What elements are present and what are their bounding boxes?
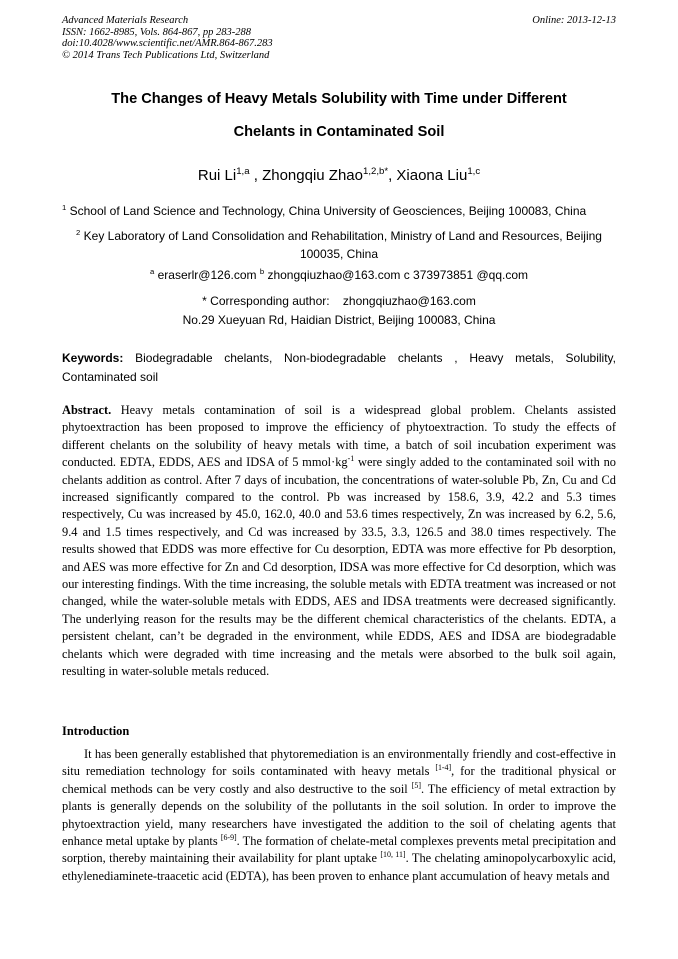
keywords-label: Keywords:: [62, 351, 124, 365]
author-separator: ,: [249, 167, 263, 184]
abstract-section: [62, 402, 616, 681]
abstract-label: Abstract.: [62, 403, 112, 417]
introduction-text: . The efficiency of metal extraction by plants is generally depends on the solubility of the pollutants in the soil solution. In order to improve the phytoextraction yield, many researchers have investigated the addition to the soil of chelating agents that enhance metal uptake by plants: [62, 781, 616, 849]
affiliation-2: [62, 227, 616, 263]
citation: [1-4]: [435, 763, 452, 773]
keywords-section: [62, 349, 616, 387]
journal-header: [62, 15, 273, 61]
affiliation-number: 2: [76, 228, 81, 237]
paper-title-line-2: Chelants in Contaminated Soil: [233, 124, 445, 140]
unit-exponent: -1: [347, 454, 355, 464]
introduction-text: . The formation of chelate-metal complexes prevents metal precipitation and sorption, thereby maintaining their availability for plant uptake: [62, 834, 616, 866]
abstract-text: Heavy metals contamination of soil is a widespread global problem. Chelants assisted phytoextraction has been proposed to improve the efficiency of phytoextraction. To study the effects of different chelants on the solubility of heavy metals with time, a batch of soil incubation experiment was conducted. EDTA, EDDS, AES and IDSA of 5 mmol·kg: [62, 403, 616, 470]
doi-line: doi:10.4028/www.scientific.net/AMR.864-867.283: [62, 38, 273, 49]
author-affiliation-mark: 1,c: [467, 166, 481, 177]
introduction-paragraph: [62, 746, 616, 885]
journal-name: Advanced Materials Research: [62, 15, 189, 26]
author-separator: ,: [388, 167, 397, 184]
introduction-heading: Introduction: [62, 724, 130, 738]
abstract-text: were singly added to the contaminated soil with no chelants addition as control. After 7 days of incubation, the concentrations of water-soluble Pb, Zn, Cu and Cd increased significantly compared to the control. Pb was increased by 158.6, 3.9, 42.2 and 5.3 times respectively, Cu was increased by 45.0, 162.0, 40.0 and 53.6 times respectively, Zn was increased by 6.2, 5.6, 9.4 and 1.5 times respectively, and Cd was increased by 33.5, 3.3, 126.5 and 38.0 times respectively. The results showed that EDDS was more effective for Cu desorption, EDTA was more effective for Pb desorption, and AES was more effective for Zn and Cd desorption, IDSA was more effective for Cd desorption, which was our interesting findings. With the time increasing, the soluble metals with EDTA treatment was increased or not changed, while the water-soluble metals with EDDS, AES and IDSA treatments were decreased significantly. The underlying reason for the results may be the different chemical characteristics of the chelants. EDTA, a persistent chelant, can’t be degraded in the environment, while EDDS, AES and IDSA are biodegradable chelants which were degraded with time increasing and the metals were absorbed to the bulk soil again, resulting in water-soluble metals reduced.: [62, 455, 616, 679]
copyright-line: © 2014 Trans Tech Publications Ltd, Switzerland: [62, 49, 270, 61]
paper-title-line-1: The Changes of Heavy Metals Solubility with Time under Different: [111, 91, 567, 107]
affiliation-text: School of Land Science and Technology, China University of Geosciences, Beijing 100083, China: [69, 204, 587, 218]
author-affiliation-mark: 1,a: [236, 166, 250, 177]
email-text: eraserlr@126.com: [157, 268, 260, 282]
keywords-text: Biodegradable chelants, Non-biodegradable chelants , Heavy metals, Solubility, Contaminated soil: [62, 351, 616, 384]
affiliation-text: Key Laboratory of Land Consolidation and Rehabilitation, Ministry of Land and Resources, Beijing 100035, China: [83, 229, 602, 261]
introduction-text: It has been generally established that phytoremediation is an environmentally friendly and cost-effective in situ remediation technology for soils contaminated with heavy metals: [62, 747, 616, 779]
author-list: [62, 167, 616, 184]
author-affiliation-mark: 1,2,b*: [362, 166, 389, 177]
affiliation-number: 1: [62, 203, 67, 212]
citation: [10, 11]: [380, 850, 406, 860]
corresponding-author: * Corresponding author: zhongqiuzhao@163.com: [202, 294, 476, 308]
email-mark: a: [149, 267, 155, 276]
author-name: Rui Li: [197, 167, 237, 184]
issn-line: ISSN: 1662-8985, Vols. 864-867, pp 283-288: [62, 26, 251, 38]
affiliation-1: [62, 202, 616, 220]
author-emails: [62, 266, 616, 284]
author-name: Zhongqiu Zhao: [262, 167, 363, 184]
citation: [5]: [411, 780, 421, 790]
online-date: Online: 2013-12-13: [532, 15, 616, 26]
citation: [6-9]: [220, 832, 237, 842]
email-text: zhongqiuzhao@163.com c 373973851 @qq.com: [267, 268, 528, 282]
email-mark: b: [259, 267, 265, 276]
introduction-text: . The chelating aminopolycarboxylic acid, ethylenediaminete-traacetic acid (EDTA), has been proven to enhance plant accumulation of heavy metals and: [62, 851, 616, 883]
corresponding-address: No.29 Xueyuan Rd, Haidian District, Beijing 100083, China: [182, 313, 496, 327]
introduction-text: , for the traditional physical or chemical methods can be very costly and also destructive to the soil: [62, 764, 616, 796]
author-name: Xiaona Liu: [396, 167, 468, 184]
